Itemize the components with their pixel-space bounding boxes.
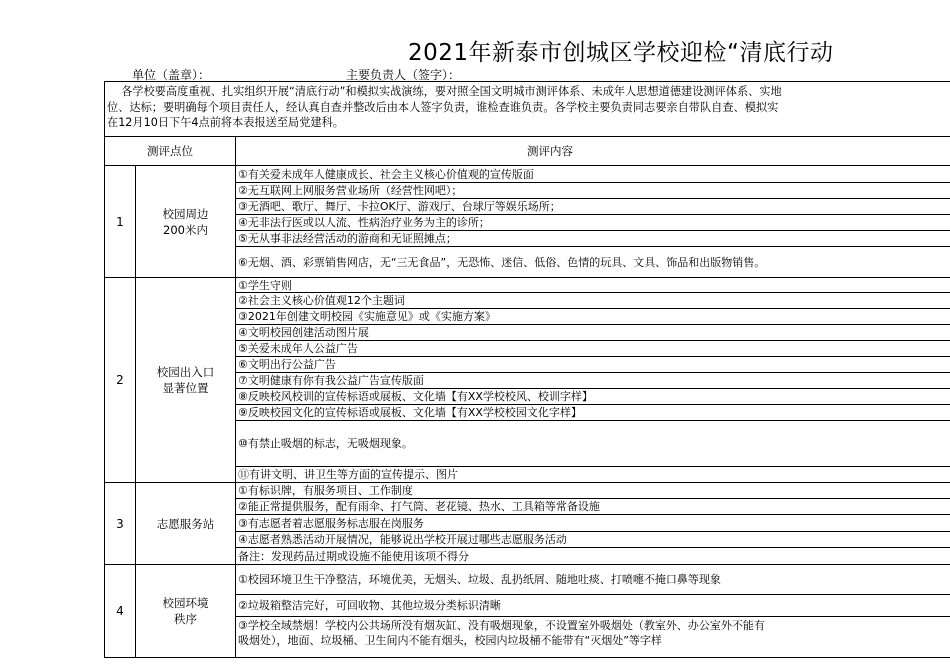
content-item: ①有关爱未成年人健康成长、社会主义核心价值观的宣传版面: [236, 166, 950, 183]
content-item: ③学校全域禁烟！学校内公共场所没有烟灰缸、没有吸烟现象，不设置室外吸烟处（教室外、办公室外不能有 吸烟处），地面、垃圾桶、卫生间内不能有烟头，校园内垃圾桶不能带有“灭烟处”等字样: [238, 619, 765, 647]
content-item: ③有志愿者着志愿服务标志服在岗服务: [236, 515, 950, 532]
content-item: ⑧反映校风校训的宣传标语或展板、文化墙【有XX学校校风、校训字样】: [236, 389, 950, 405]
content-item: ②社会主义核心价值观12个主题词: [236, 293, 950, 309]
section-number: 4: [105, 565, 136, 657]
content-item: ⑥无烟、酒、彩票销售网店，无“三无食品”，无恐怖、迷信、低俗、色情的玩具、文具、饰品和出版物销售。: [238, 255, 766, 269]
content-item: ②垃圾箱整洁完好，可回收物、其他垃圾分类标识清晰: [236, 595, 950, 617]
content-item: ①学生守则: [236, 278, 950, 293]
instructions-paragraph: 各学校要高度重视、扎实组织开展“清底行动”和模拟实战演练，要对照全国文明城市测评体系、未成年人思想道德建设测评体系、实地 位、达标；要明确每个项目责任人，经认真自查并整改后由本人签字负责，谁检查谁负责。各学校主要负责同志要亲自带队自查、模拟实 在12月10日下午4点前将本表报送至局党建科。: [105, 82, 950, 137]
content-item: ⑪有讲文明、讲卫生等方面的宣传提示、图片: [238, 468, 458, 481]
content-item: ③2021年创建文明校园《实施意见》或《实施方案》: [236, 309, 950, 325]
section-location: 校园周边 200米内: [136, 166, 236, 277]
content-item: ⑤无从事非法经营活动的游商和无证照摊点；: [236, 231, 950, 247]
table-header-row: [105, 137, 950, 166]
content-item: ④文明校园创建活动图片展: [236, 325, 950, 341]
section-number: 1: [105, 166, 136, 277]
section-location: 志愿服务站: [136, 483, 236, 564]
content-item: ⑩有禁止吸烟的标志，无吸烟现象。: [236, 421, 950, 467]
content-item: ①有标识牌，有服务项目、工作制度: [236, 483, 950, 499]
header-evaluation-point: 测评点位: [105, 137, 236, 165]
responsible-person-signature-label: 主要负责人（签字）：: [346, 68, 461, 82]
section-location: 校园环境 秩序: [136, 565, 236, 657]
content-item: ②无互联网上网服务营业场所（经营性网吧）；: [236, 183, 950, 199]
content-item: ⑦文明健康有你有我公益广告宣传版面: [236, 373, 950, 389]
section-row-1: [105, 166, 950, 278]
content-item: ①校园环境卫生干净整洁，环境优美，无烟头、垃圾、乱扔纸屑、随地吐痰、打喷嚏不掩口鼻等现象: [236, 565, 950, 595]
content-item: ⑨反映校园文化的宣传标语或展板、文化墙【有XX学校校园文化字样】: [236, 405, 950, 421]
content-item: ④志愿者熟悉活动开展情况，能够说出学校开展过哪些志愿服务活动: [236, 532, 950, 548]
section-row-3: [105, 483, 950, 565]
section-number: 2: [105, 278, 136, 482]
document-title: 2021年新泰市创城区学校迎检“清底行动: [408, 40, 834, 66]
section-items: [236, 278, 950, 482]
content-item: ④无非法行医或以人流、性病治疗业务为主的诊所；: [236, 215, 950, 231]
content-item: ⑥文明出行公益广告: [236, 357, 950, 373]
note-item: 备注：发现药品过期或设施不能使用该项不得分: [238, 549, 469, 563]
unit-stamp-label: 单位（盖章）：: [132, 68, 211, 82]
section-items: [236, 565, 950, 657]
section-items: [236, 483, 950, 564]
section-row-4: [105, 565, 950, 658]
section-number: 3: [105, 483, 136, 564]
section-row-2: [105, 278, 950, 483]
header-evaluation-content: 测评内容: [527, 144, 573, 158]
inspection-table: [104, 81, 950, 658]
content-item: ③无酒吧、歌厅、舞厅、卡拉OK厅、游戏厅、台球厅等娱乐场所；: [236, 199, 950, 215]
content-item: ⑤关爱未成年人公益广告: [236, 341, 950, 357]
section-location: 校园出入口 显著位置: [136, 278, 236, 482]
section-items: [236, 166, 950, 277]
content-item: ②能正常提供服务，配有雨伞、打气筒、老花镜、热水、工具箱等常备设施: [236, 499, 950, 515]
